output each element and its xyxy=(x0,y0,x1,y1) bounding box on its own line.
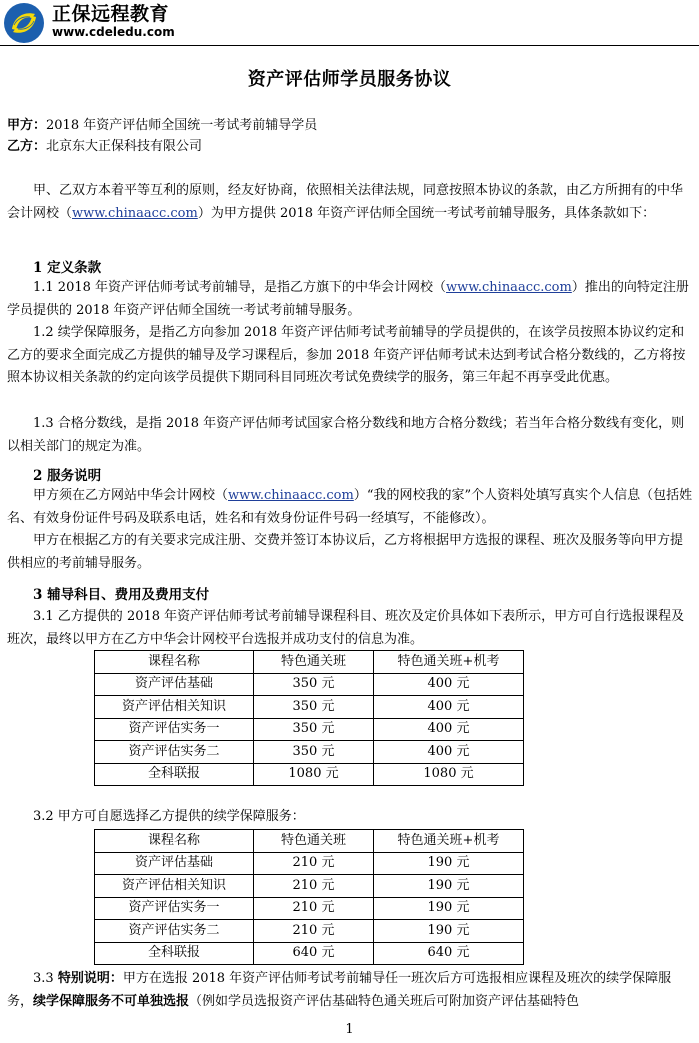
table-cell: 190 元 xyxy=(374,875,524,898)
intro-text-2: ）为甲方提供 2018 年资产评估师全国统一考试考前辅导服务，具体条款如下： xyxy=(197,205,656,221)
table-cell: 350 元 xyxy=(254,696,374,719)
table-cell: 210 元 xyxy=(254,875,374,898)
brand-name: 正保远程教育 xyxy=(52,3,170,25)
section-2-heading: 2 服务说明 xyxy=(33,468,102,484)
table-cell: 资产评估实务一 xyxy=(95,718,254,741)
header-cell: 特色通关班 xyxy=(254,830,374,853)
clause-1-1 xyxy=(7,277,695,322)
intro-paragraph xyxy=(7,180,695,225)
header-cell: 特色通关班+机考 xyxy=(374,830,524,853)
table-cell: 400 元 xyxy=(374,696,524,719)
table-cell: 1080 元 xyxy=(374,763,524,786)
table-cell: 资产评估相关知识 xyxy=(95,875,254,898)
table-cell: 资产评估实务二 xyxy=(95,920,254,943)
table-cell: 资产评估实务二 xyxy=(95,741,254,764)
table-row xyxy=(95,763,524,786)
table-cell: 400 元 xyxy=(374,741,524,764)
table-row xyxy=(95,942,524,965)
table-cell: 210 元 xyxy=(254,897,374,920)
clause-3-3 xyxy=(7,968,695,1013)
table-row xyxy=(95,852,524,875)
table-row xyxy=(95,741,524,764)
party-b-label: 乙方： xyxy=(7,139,47,154)
header-cell: 特色通关班+机考 xyxy=(374,651,524,674)
party-a-label: 甲方： xyxy=(7,118,47,133)
no-separate-selection-note: 续学保障服务不可单独选报 xyxy=(33,993,190,1009)
table-row xyxy=(95,875,524,898)
page-number: 1 xyxy=(345,1022,354,1037)
table-row xyxy=(95,696,524,719)
table-cell: 资产评估实务一 xyxy=(95,897,254,920)
header-cell: 课程名称 xyxy=(95,651,254,674)
table-row xyxy=(95,718,524,741)
clause-3-3-text-2: （例如学员选报资产评估基础特色通关班后可附加资产评估基础特色 xyxy=(189,993,580,1009)
clause-3-1: 3.1 乙方提供的 2018 年资产评估师考试考前辅导课程科目、班次及定价具体如下表所示，甲方可自行选报课程及班次，最终以甲方在乙方中华会计网校平台选报并成功支付的信息为准。 xyxy=(7,609,685,647)
table-cell: 400 元 xyxy=(374,673,524,696)
continuation-fee-table xyxy=(94,829,524,965)
clause-3-2: 3.2 甲方可自愿选择乙方提供的续学保障服务： xyxy=(33,809,305,824)
table-cell: 资产评估基础 xyxy=(95,852,254,875)
chinaacc-link[interactable]: www.chinaacc.com xyxy=(228,488,354,503)
header-cell: 特色通关班 xyxy=(254,651,374,674)
table-cell: 全科联报 xyxy=(95,942,254,965)
table-row xyxy=(95,920,524,943)
table-cell: 210 元 xyxy=(254,920,374,943)
page-header xyxy=(0,0,699,46)
service-text-2: ）“我的网校我的家”个人资料处填写真实个人信息（包括姓名、有效身份证件号码及联系电话，姓名和有效身份证件号码一经填写，不能修改）。 xyxy=(7,488,693,526)
table-cell: 190 元 xyxy=(374,852,524,875)
table-header-row xyxy=(95,830,524,853)
brand-url: www.cdeledu.com xyxy=(52,25,175,39)
service-paragraph-2: 甲方在根据乙方的有关要求完成注册、交费并签订本协议后，乙方将根据甲方选报的课程、班次及服务等向甲方提供相应的考前辅导服务。 xyxy=(7,533,684,571)
clause-3-3-number: 3.3 xyxy=(33,971,58,986)
table-cell: 400 元 xyxy=(374,718,524,741)
table-cell: 全科联报 xyxy=(95,763,254,786)
intro-text: 甲、乙双方本着平等互利的原则，经友好协商，依照相关法律法规，同意按照本协议的条款，由乙方所拥有的中华会计网校（ xyxy=(7,183,684,221)
table-header-row xyxy=(95,651,524,674)
table-cell: 190 元 xyxy=(374,897,524,920)
chinaacc-link[interactable]: www.chinaacc.com xyxy=(72,205,198,221)
header-divider xyxy=(0,45,699,46)
chinaacc-link[interactable]: www.chinaacc.com xyxy=(446,280,572,295)
table-cell: 640 元 xyxy=(254,942,374,965)
party-a-value: 2018 年资产评估师全国统一考试考前辅导学员 xyxy=(46,118,318,133)
table-cell: 210 元 xyxy=(254,852,374,875)
table-cell: 资产评估相关知识 xyxy=(95,696,254,719)
clause-3-3-text: 甲方在选报 2018 年资产评估师考试考前辅导任一班次后方可选报相应课程及班次的续学保障服务， xyxy=(7,971,672,1009)
clause-1-3: 1.3 合格分数线，是指 2018 年资产评估师考试国家合格分数线和地方合格分数线；若当年合格分数线有变化，则以相关部门的规定为准。 xyxy=(7,416,685,454)
clause-1-2: 1.2 续学保障服务，是指乙方向参加 2018 年资产评估师考试考前辅导的学员提供的，在该学员按照本协议约定和乙方的要求全面完成乙方提供的辅导及学习课程后，参加 2018 年资产评估师考试未达到考试合格分数线的，乙方将按照本协议相关条款的约定向该学员提供下期同科目同班次考试免费续学的服务，第三年起不再享受此优惠。 xyxy=(7,325,686,386)
table-cell: 1080 元 xyxy=(254,763,374,786)
table-cell: 350 元 xyxy=(254,741,374,764)
table-row xyxy=(95,673,524,696)
clause-1-1-text: 1.1 2018 年资产评估师考试考前辅导，是指乙方旗下的中华会计网校（ xyxy=(33,280,447,295)
table-cell: 350 元 xyxy=(254,673,374,696)
table-cell: 190 元 xyxy=(374,920,524,943)
table-cell: 资产评估基础 xyxy=(95,673,254,696)
document-title: 资产评估师学员服务协议 xyxy=(247,69,452,90)
party-b xyxy=(7,136,695,159)
header-cell: 课程名称 xyxy=(95,830,254,853)
section-1-heading: 1 定义条款 xyxy=(33,260,102,276)
clause-1-1-text-2: ）推出的向特定注册学员提供的 2018 年资产评估师全国统一考试考前辅导服务。 xyxy=(7,280,689,318)
logo-icon xyxy=(4,3,44,43)
table-cell: 640 元 xyxy=(374,942,524,965)
table-cell: 350 元 xyxy=(254,718,374,741)
service-text: 甲方须在乙方网站中华会计网校（ xyxy=(33,488,229,503)
service-paragraph-1 xyxy=(7,485,695,530)
section-3-heading: 3 辅导科目、费用及费用支付 xyxy=(33,587,210,603)
course-fee-table xyxy=(94,650,524,786)
table-row xyxy=(95,897,524,920)
party-b-value: 北京东大正保科技有限公司 xyxy=(46,139,203,154)
special-note-label: 特别说明： xyxy=(57,971,123,986)
party-a xyxy=(7,115,695,138)
